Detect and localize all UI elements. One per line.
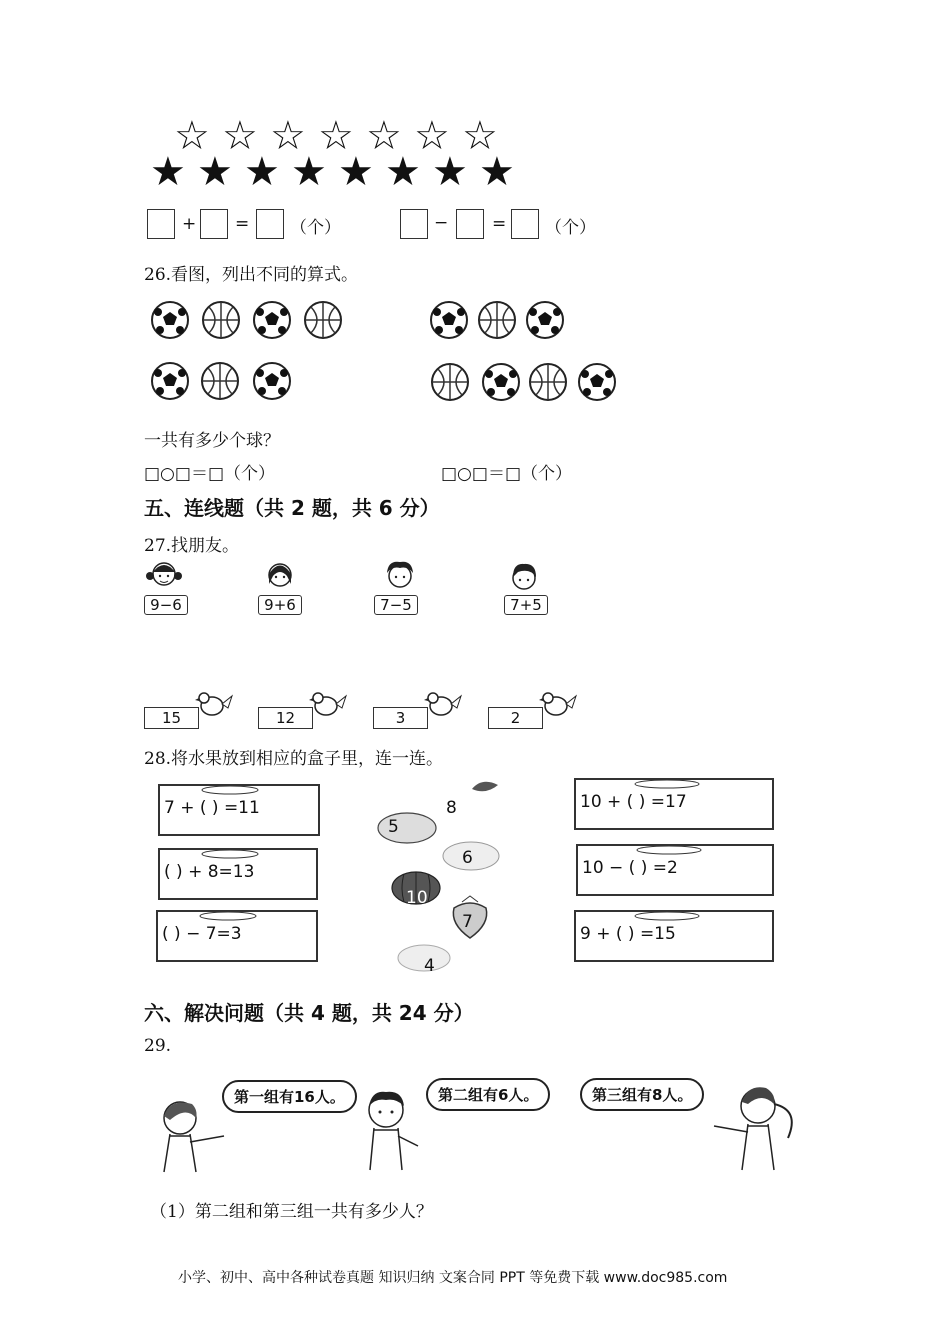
answer-number-box[interactable]: 15 — [144, 707, 199, 729]
boy-head-icon — [380, 558, 420, 592]
page-footer: 小学、初中、高中各种试卷真题 知识归纳 文案合同 PPT 等免费下载 www.doc985.com — [178, 1270, 728, 1286]
expression-card[interactable]: 7+5 — [504, 595, 548, 615]
question-26-prompt: 一共有多少个球？ — [144, 431, 280, 451]
solid-star-icon: ★ — [338, 149, 374, 195]
soccer-ball-icon — [252, 300, 292, 340]
speech-bubble: 第二组有6人。 — [426, 1078, 550, 1111]
basketball-icon — [303, 300, 343, 340]
fruit-number[interactable]: 5 — [388, 817, 399, 837]
answer-box[interactable] — [200, 209, 228, 239]
girl-pointing-icon — [150, 1096, 236, 1174]
bird-icon — [194, 688, 234, 720]
equation-template-left: □○□＝□（个） — [144, 464, 276, 484]
hollow-star-icon: ☆ — [318, 113, 354, 159]
crate-slot-icon — [198, 910, 258, 922]
answer-box[interactable] — [511, 209, 539, 239]
minus-sign: − — [434, 213, 449, 233]
hollow-star-icon: ☆ — [174, 113, 210, 159]
basketball-icon — [200, 361, 240, 401]
crate-slot-icon — [632, 910, 702, 922]
basketball-icon — [201, 300, 241, 340]
soccer-ball-icon — [150, 300, 190, 340]
unit-label: （个） — [545, 218, 596, 238]
bird-icon — [423, 688, 463, 720]
solid-star-icon: ★ — [244, 149, 280, 195]
crate-slot-icon — [200, 848, 260, 860]
boy-head-icon — [506, 560, 542, 594]
crate-equation: 7 + ( ) =11 — [164, 798, 260, 818]
solid-star-icon: ★ — [291, 149, 327, 195]
girl-head-icon — [144, 558, 184, 592]
hollow-star-icon: ☆ — [414, 113, 450, 159]
hollow-star-icon: ☆ — [222, 113, 258, 159]
soccer-ball-icon — [481, 362, 521, 402]
answer-number-box[interactable]: 2 — [488, 707, 543, 729]
plus-sign: + — [182, 214, 197, 234]
hollow-star-icon: ☆ — [270, 113, 306, 159]
melon-icon — [376, 810, 438, 846]
answer-box[interactable] — [400, 209, 428, 239]
answer-box[interactable] — [456, 209, 484, 239]
hollow-star-icon: ☆ — [366, 113, 402, 159]
crate-slot-icon — [634, 844, 704, 856]
girl-head-icon — [262, 558, 298, 592]
expression-card[interactable]: 9+6 — [258, 595, 302, 615]
fruit-number[interactable]: 4 — [424, 956, 435, 976]
basketball-icon — [477, 300, 517, 340]
crate-slot-icon — [200, 784, 260, 796]
expression-card[interactable]: 9−6 — [144, 595, 188, 615]
answer-box[interactable] — [147, 209, 175, 239]
soccer-ball-icon — [577, 362, 617, 402]
bird-icon — [308, 688, 348, 720]
equation-crate[interactable] — [574, 910, 774, 962]
speech-bubble: 第三组有8人。 — [580, 1078, 704, 1111]
solid-star-icon: ★ — [150, 149, 186, 195]
crate-equation: 10 + ( ) =17 — [580, 792, 687, 812]
soccer-ball-icon — [429, 300, 469, 340]
equation-crate[interactable] — [156, 910, 318, 962]
equals-sign: = — [235, 214, 250, 234]
basketball-icon — [528, 362, 568, 402]
answer-number-box[interactable]: 12 — [258, 707, 313, 729]
question-27-title: 27.找朋友。 — [144, 536, 240, 556]
question-26-title: 26.看图，列出不同的算式。 — [144, 265, 359, 285]
fruit-number[interactable]: 6 — [462, 848, 473, 868]
soccer-ball-icon — [252, 361, 292, 401]
fruit-number[interactable]: 8 — [446, 798, 457, 818]
equals-sign: = — [492, 214, 507, 234]
equation-crate[interactable] — [158, 784, 320, 836]
expression-card[interactable]: 7−5 — [374, 595, 418, 615]
crate-slot-icon — [632, 778, 702, 790]
crate-equation: 10 − ( ) =2 — [582, 858, 678, 878]
solid-star-icon: ★ — [479, 149, 515, 195]
equation-crate[interactable] — [574, 778, 774, 830]
boy-icon — [352, 1086, 424, 1174]
equation-crate[interactable] — [576, 844, 774, 896]
crate-equation: ( ) + 8=13 — [164, 862, 255, 882]
bird-icon — [538, 688, 578, 720]
soccer-ball-icon — [150, 361, 190, 401]
question-28-title: 28.将水果放到相应的盒子里，连一连。 — [144, 749, 444, 769]
section-6-heading: 六、解决问题（共 4 题，共 24 分） — [144, 1001, 474, 1025]
girl-ponytail-icon — [708, 1080, 804, 1174]
unit-label: （个） — [290, 218, 341, 238]
speech-bubble: 第一组有16人。 — [222, 1080, 357, 1113]
section-5-heading: 五、连线题（共 2 题，共 6 分） — [144, 496, 440, 520]
fruit-number[interactable]: 7 — [462, 912, 473, 932]
solid-star-icon: ★ — [432, 149, 468, 195]
basketball-icon — [430, 362, 470, 402]
solid-star-icon: ★ — [197, 149, 233, 195]
hollow-star-icon: ☆ — [462, 113, 498, 159]
question-29-sub-1: （1）第二组和第三组一共有多少人？ — [150, 1202, 433, 1222]
leaf-icon — [470, 777, 500, 795]
crate-equation: ( ) − 7=3 — [162, 924, 242, 944]
question-29-title: 29. — [144, 1036, 172, 1056]
equation-crate[interactable] — [158, 848, 318, 900]
solid-star-icon: ★ — [385, 149, 421, 195]
crate-equation: 9 + ( ) =15 — [580, 924, 676, 944]
answer-number-box[interactable]: 3 — [373, 707, 428, 729]
soccer-ball-icon — [525, 300, 565, 340]
fruit-number[interactable]: 10 — [406, 888, 428, 908]
equation-template-right: □○□＝□（个） — [441, 464, 573, 484]
answer-box[interactable] — [256, 209, 284, 239]
